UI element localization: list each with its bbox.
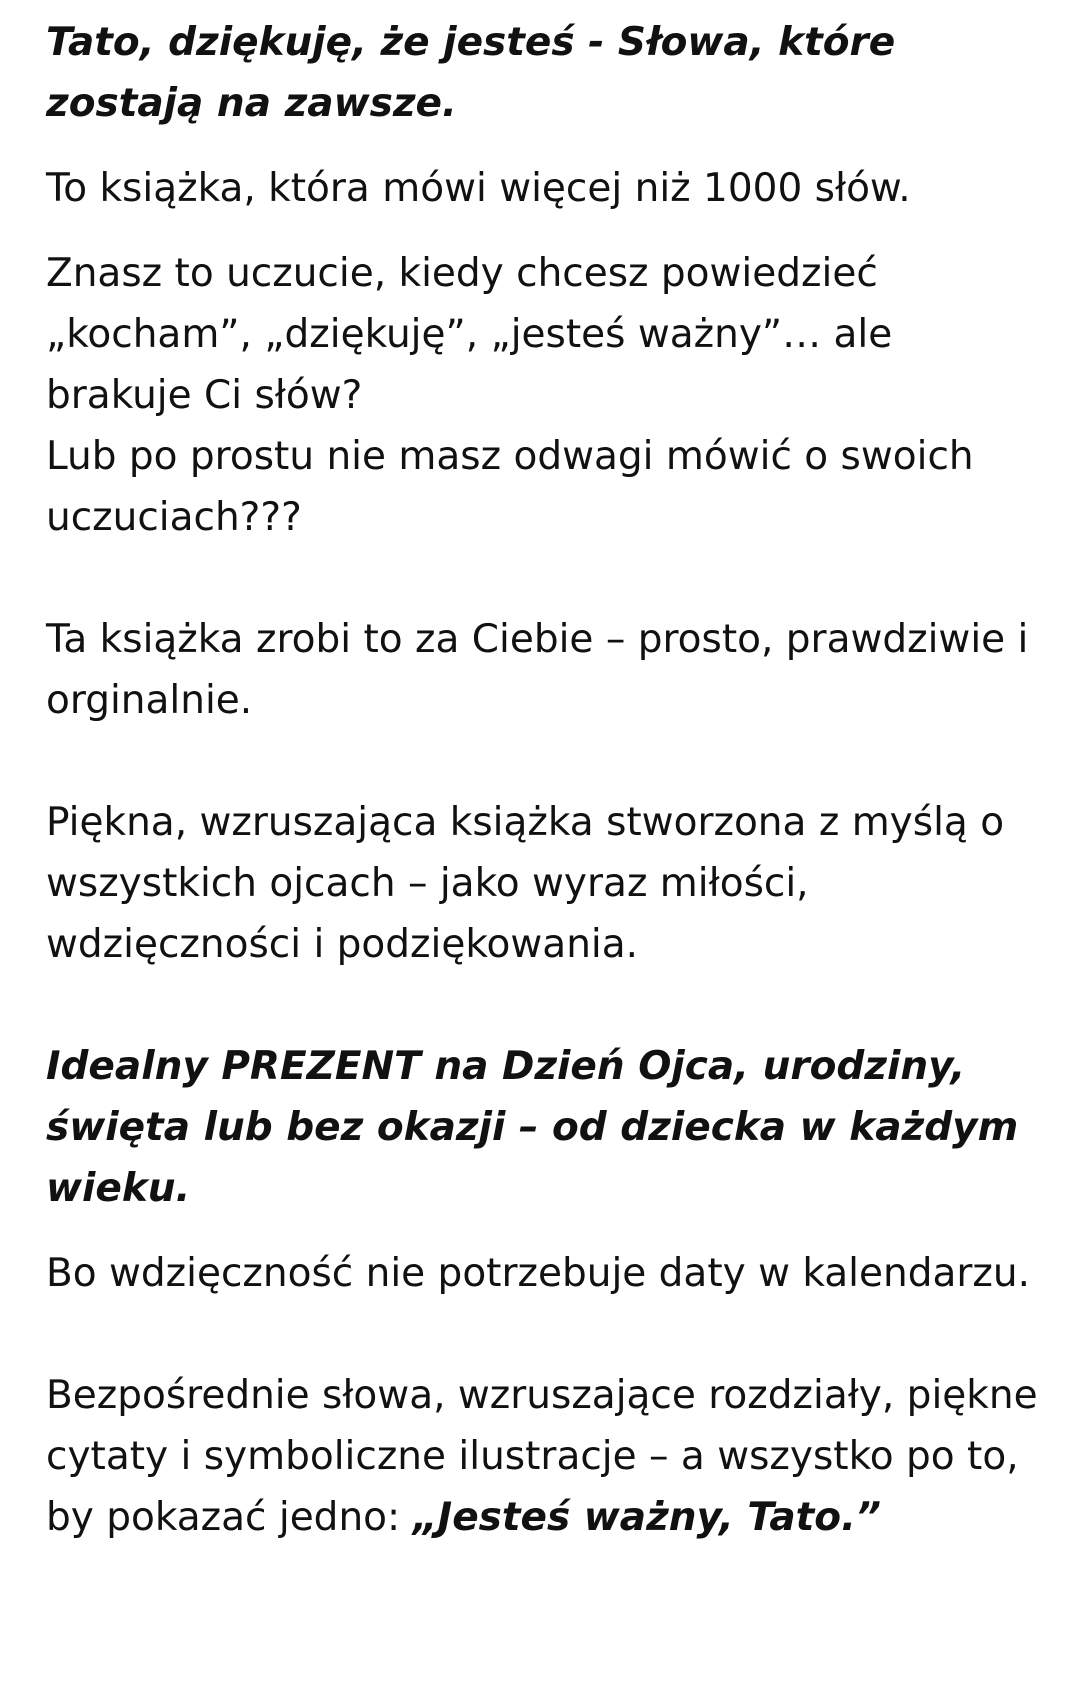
description-title: Tato, dziękuję, że jesteś - Słowa, które zostają na zawsze. <box>46 20 896 126</box>
description-purpose: Piękna, wzruszająca książka stworzona z myślą o wszystkich ojcach – jako wyraz miłości, wdzięczności i podziękowania. <box>46 800 1005 967</box>
description-gratitude: Bo wdzięczność nie potrzebuje daty w kalendarzu. <box>46 1251 1031 1296</box>
description-gift: Idealny PREZENT na Dzień Ojca, urodziny, święta lub bez okazji – od dziecka w każdym wieku. <box>46 1044 1019 1211</box>
description-intro: To książka, która mówi więcej niż 1000 słów. <box>46 166 911 211</box>
description-question-2: Lub po prostu nie masz odwagi mówić o swoich uczuciach??? <box>46 434 974 540</box>
description-features <box>46 1365 1040 1548</box>
description-solution: Ta książka zrobi to za Ciebie – prosto, prawdziwie i orginalnie. <box>46 617 1029 723</box>
description-features-text: Bezpośrednie słowa, wzruszające rozdziały, piękne cytaty i symboliczne ilustracje – a wszystko po to, by pokazać jedno: <box>46 1373 1038 1540</box>
description-question-1: Znasz to uczucie, kiedy chcesz powiedzieć „kocham”, „dziękuję”, „jesteś ważny”… ale brakuje Ci słów? <box>46 251 893 418</box>
description-features-quote: „Jesteś ważny, Tato.” <box>412 1495 882 1540</box>
